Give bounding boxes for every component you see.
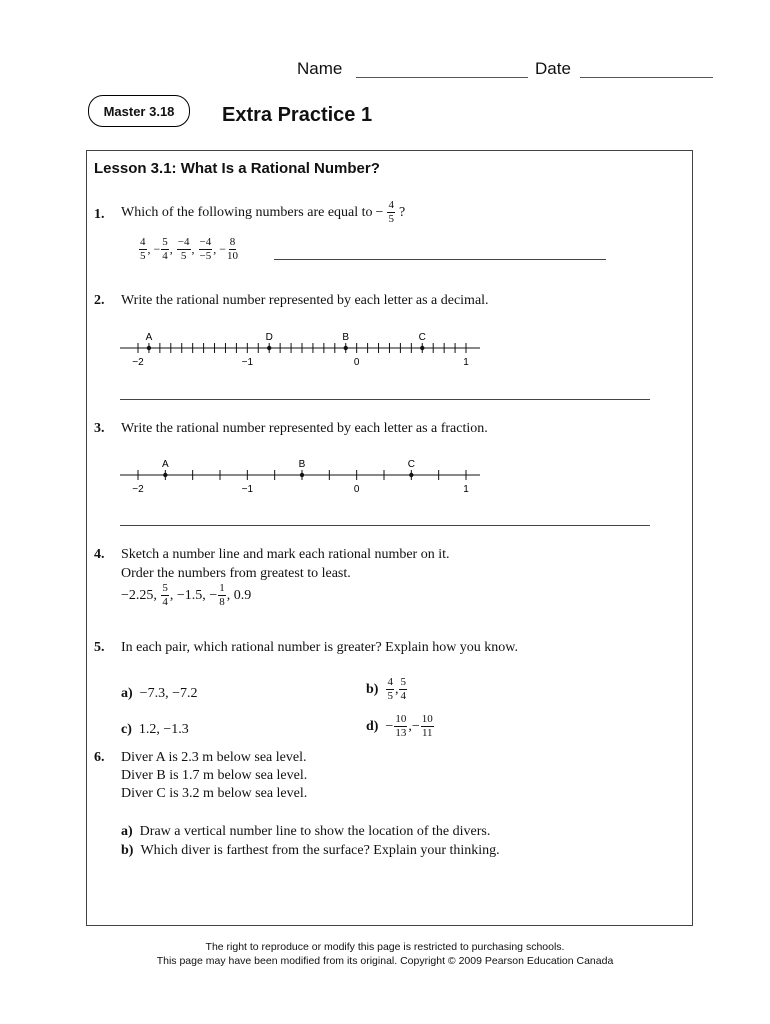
q2-text: Write the rational number represented by each letter as a decimal. xyxy=(121,293,489,308)
q5-text: In each pair, which rational number is greater? Explain how you know. xyxy=(121,640,519,655)
q5b-f2-n: 5 xyxy=(400,676,406,688)
q5b-f1-n: 4 xyxy=(387,676,393,688)
q2-line-point-label-b: B xyxy=(342,332,350,343)
q1-option-4-n: −4 xyxy=(199,236,212,248)
q5d-f2-d: 11 xyxy=(421,727,433,739)
q5a xyxy=(121,686,197,702)
q6b-label: b) xyxy=(121,843,134,858)
q3-number: 3. xyxy=(94,421,105,436)
q3-line-point-b xyxy=(300,473,304,477)
q1-option-3 xyxy=(177,237,191,262)
q5b-fraction-1 xyxy=(386,677,394,702)
q1-option-4 xyxy=(199,237,213,262)
worksheet-frame xyxy=(86,150,693,926)
q6-line3: Diver C is 3.2 m below sea level. xyxy=(121,786,308,801)
q3-line-tick-label: −1 xyxy=(241,484,254,495)
q4-fraction-1 xyxy=(161,583,169,608)
q6a-text: Draw a vertical number line to show the location of the divers. xyxy=(139,824,491,839)
q2-number: 2. xyxy=(94,293,105,308)
q2-line-tick-label: 0 xyxy=(353,357,360,368)
q3-answer-line[interactable] xyxy=(120,525,650,526)
q6b xyxy=(121,843,500,859)
master-badge-label: Master 3.18 xyxy=(103,103,175,119)
q5b-fraction-2 xyxy=(399,677,407,702)
date-label: Date xyxy=(535,59,571,78)
q2-line-point-label-d: D xyxy=(265,332,273,343)
q1-target-numerator: 4 xyxy=(388,199,394,211)
q2-line-point-d xyxy=(267,346,271,350)
q6a-label: a) xyxy=(121,824,133,839)
q5b: b) $\frac{4}{5}$ , $\frac{5}{4}$ xyxy=(366,676,406,702)
q4-fraction-1-n: 5 xyxy=(162,582,168,594)
q4-value-1: −2.25, xyxy=(121,587,157,603)
q5c xyxy=(121,722,189,738)
q5b-f1-d: 5 xyxy=(387,690,393,702)
q6-number: 6. xyxy=(94,750,105,765)
q1-text: Which of the following numbers are equal to xyxy=(121,204,373,220)
footer-line-1: The right to reproduce or modify this page is restricted to purchasing schools. xyxy=(205,941,565,953)
q1-prompt xyxy=(121,200,405,225)
lesson-heading: Lesson 3.1: What Is a Rational Number? xyxy=(94,160,380,177)
q6-line1: Diver A is 2.3 m below sea level. xyxy=(121,750,307,765)
q5-number: 5. xyxy=(94,640,105,655)
q1-option-5-sign: − xyxy=(219,242,226,256)
q1-option-1 xyxy=(139,237,147,262)
q1-option-5-n: 8 xyxy=(229,236,236,248)
q1-number: 1. xyxy=(94,207,105,222)
q1-option-2 xyxy=(161,237,169,262)
q3-text: Write the rational number represented by each letter as a fraction. xyxy=(121,421,488,436)
q3-line-tick-label: 0 xyxy=(353,484,360,495)
q1-target-fraction xyxy=(387,200,395,225)
q2-line-point-b xyxy=(344,346,348,350)
q4-number: 4. xyxy=(94,547,105,562)
q5d-label: d) xyxy=(366,718,379,734)
q1-answer-line[interactable] xyxy=(274,259,606,260)
q2-line-point-label-c: C xyxy=(418,332,426,343)
q1-target-sign: − xyxy=(375,204,384,220)
q2-line-tick-label: 1 xyxy=(463,357,469,368)
q2-line-tick-label: −2 xyxy=(132,357,144,368)
q4-value-3: , 0.9 xyxy=(226,587,252,603)
q4-fraction-2 xyxy=(218,583,226,608)
q1-option-1-n: 4 xyxy=(140,236,146,248)
q1-option-3-n: −4 xyxy=(177,236,190,248)
q3-line-point-a xyxy=(163,473,167,477)
q4-fraction-2-sign: − xyxy=(209,587,218,603)
master-badge xyxy=(88,95,190,127)
q6b-text: Which diver is farthest from the surface? Explain your thinking. xyxy=(140,843,500,858)
q1-option-3-d: 5 xyxy=(180,250,187,262)
q6a xyxy=(121,824,490,840)
q4-values xyxy=(121,583,251,608)
q4-value-2: , −1.5, xyxy=(169,587,206,603)
q2-line-point-label-a: A xyxy=(145,332,153,343)
q2-line-point-a xyxy=(147,346,151,350)
q1-target-denominator: 5 xyxy=(388,213,394,225)
q5d-fraction-1 xyxy=(394,714,407,739)
q5a-value: −7.3, −7.2 xyxy=(139,686,198,701)
q5d-f2-sign: − xyxy=(411,718,420,734)
q1-target-after: ? xyxy=(398,204,406,220)
q3-line-point-label-a: A xyxy=(161,459,169,470)
q1-option-5 xyxy=(227,237,238,262)
q4-fraction-2-n: 1 xyxy=(219,582,225,594)
q1-option-2-sign: − xyxy=(153,242,161,256)
q4-line2: Order the numbers from greatest to least. xyxy=(121,566,351,581)
q2-answer-line[interactable] xyxy=(120,399,650,400)
q3-line-point-c xyxy=(409,473,413,477)
q4-fraction-1-d: 4 xyxy=(162,596,168,608)
q1-option-5-d: 10 xyxy=(227,250,238,262)
q5c-value: 1.2, −1.3 xyxy=(138,722,189,737)
q1-option-2-d: 4 xyxy=(162,250,168,262)
q2-line-point-c xyxy=(420,346,424,350)
q4-line1: Sketch a number line and mark each rational number on it. xyxy=(121,547,450,562)
q1-option-2-n: 5 xyxy=(162,236,168,248)
q3-line-point-label-c: C xyxy=(407,459,415,470)
q5d: d) − $\frac{10}{13}$ , − $\frac{10}{11}$ xyxy=(366,713,433,739)
q4-fraction-2-d: 8 xyxy=(219,596,225,608)
q5d-f1-sign: − xyxy=(385,718,394,734)
q5d-f2-n: 10 xyxy=(421,713,433,725)
q1-option-1-d: 5 xyxy=(140,250,146,262)
q1-options: $\frac{4}{5}$ , − $\frac{5}{4}$ , $\frac{-4}{5}$ , $\frac{-4}{-5}$ , − $\frac{8}{10}$ xyxy=(140,236,238,262)
q6-line2: Diver B is 1.7 m below sea level. xyxy=(121,768,308,783)
q5d-fraction-2 xyxy=(421,714,434,739)
name-field[interactable] xyxy=(356,77,528,78)
q1-option-4-d: −5 xyxy=(199,250,212,262)
name-label: Name xyxy=(297,59,343,78)
date-field[interactable] xyxy=(580,77,713,78)
q5d-f1-d: 13 xyxy=(395,727,407,739)
q2-number-line xyxy=(110,328,490,370)
q2-line-tick-label: −1 xyxy=(241,357,254,368)
q5a-label: a) xyxy=(121,686,133,701)
q3-line-point-label-b: B xyxy=(298,459,306,470)
page-title: Extra Practice 1 xyxy=(222,104,373,126)
q5c-label: c) xyxy=(121,722,132,737)
q3-line-tick-label: 1 xyxy=(463,484,469,495)
q3-line-tick-label: −2 xyxy=(132,484,144,495)
q3-number-line xyxy=(110,455,490,497)
q5b-f2-d: 4 xyxy=(400,690,406,702)
q5b-label: b) xyxy=(366,681,379,697)
footer-line-2: This page may have been modified from its original. Copyright © 2009 Pearson Education Canada xyxy=(156,955,614,967)
q5d-f1-n: 10 xyxy=(395,713,407,725)
